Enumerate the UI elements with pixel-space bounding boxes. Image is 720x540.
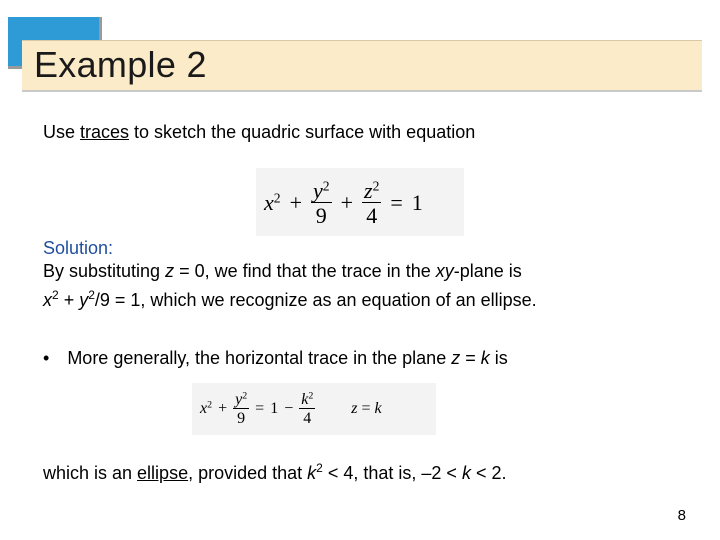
eq1-z-fraction: $\frac{z^2}{4}$ xyxy=(364,177,380,228)
solution-line-1: By substituting z = 0, we find that the trace in the xy-plane is xyxy=(43,261,522,281)
title-underline xyxy=(22,90,702,92)
intro-line xyxy=(43,120,475,144)
slide-title: Example 2 xyxy=(34,44,207,85)
eq2-plane-eq: z = k xyxy=(351,400,382,417)
page-number: 8 xyxy=(677,507,686,524)
ellipse-link[interactable]: ellipse xyxy=(137,463,189,483)
eq1-plus-1: + xyxy=(289,190,302,215)
traces-link[interactable]: traces xyxy=(80,122,130,142)
intro-suffix: to sketch the quadric surface with equation xyxy=(129,122,476,142)
eq2-minus: − xyxy=(284,400,294,417)
equation-2 xyxy=(192,383,436,435)
eq1-plus-2: + xyxy=(340,190,353,215)
eq2-k-fraction: $\frac{k^2}{4}$ xyxy=(301,390,314,427)
solution-line-2: $x^2 + y^2/9 = 1$, which we recognize as an equation of an ellipse. xyxy=(43,288,537,310)
eq1-x-term: $x^2$ xyxy=(264,190,281,215)
eq2-x-term: $x^2$ xyxy=(200,399,213,417)
eq2-one: 1 xyxy=(270,400,279,417)
eq2-equals: = xyxy=(255,400,265,417)
eq1-equals: = xyxy=(390,190,403,215)
equation-1 xyxy=(256,168,464,236)
eq1-rhs: 1 xyxy=(411,190,423,215)
bullet-line: • More generally, the horizontal trace in the plane z = k is xyxy=(43,348,508,368)
eq2-y-fraction: $\frac{y^2}{9}$ xyxy=(235,390,248,427)
intro-prefix: Use xyxy=(43,122,81,142)
eq2-plus: + xyxy=(218,400,228,417)
solution-label: Solution: xyxy=(43,238,114,258)
bullet-symbol: • xyxy=(43,348,50,368)
eq1-y-fraction: $\frac{y^2}{9}$ xyxy=(313,177,330,228)
conclusion-line: which is an ellipse, provided that $k^2 < 4$, that is, –2 < k < 2. xyxy=(43,461,507,483)
